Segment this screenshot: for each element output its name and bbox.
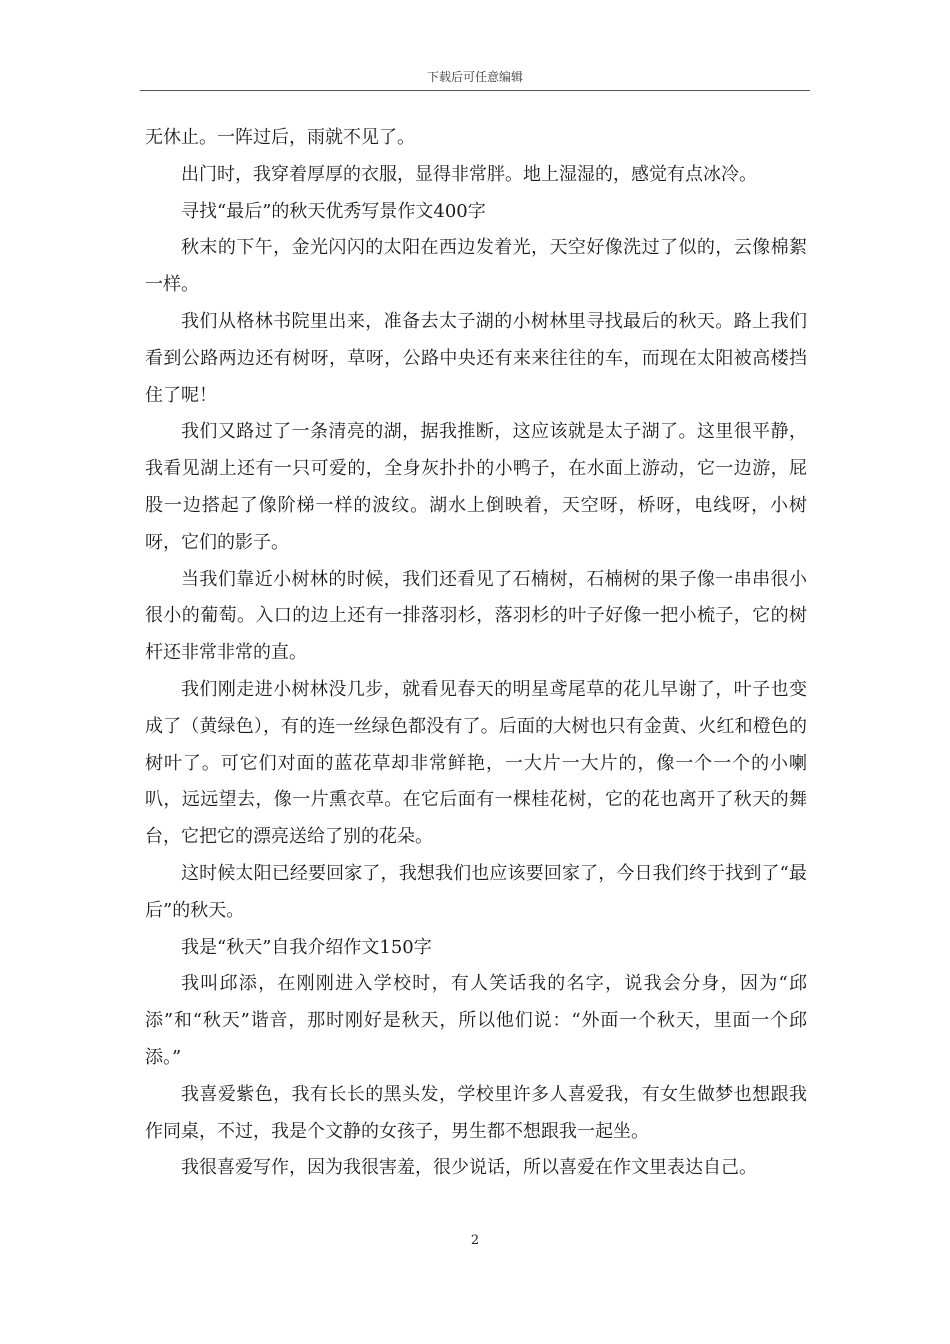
- paragraph: 我们从格林书院里出来，准备去太子湖的小树林里寻找最后的秋天。路上我们看到公路两边还有树呀，草呀，公路中央还有来来往往的车，而现在太阳被高楼挡住了呢！: [145, 310, 807, 406]
- header-divider: [140, 90, 810, 91]
- section-heading: 我是“秋天”自我介绍作文150字: [181, 936, 432, 958]
- paragraph: 我喜爱紫色，我有长长的黑头发，学校里许多人喜爱我，有女生做梦也想跟我作同桌，不过，我是个文静的女孩子，男生都不想跟我一起坐。: [145, 1083, 807, 1142]
- paragraph: 当我们靠近小树林的时候，我们还看见了石楠树，石楠树的果子像一串串很小很小的葡萄。入口的边上还有一排落羽杉，落羽杉的叶子好像一把小梳子，它的树杆还非常非常的直。: [145, 568, 807, 664]
- section-heading: 寻找“最后”的秋天优秀写景作文400字: [181, 200, 486, 222]
- page-header: 下载后可任意编辑: [426, 70, 523, 84]
- paragraph: 我叫邱添，在刚刚进入学校时，有人笑话我的名字，说我会分身，因为“邱添”和“秋天”谐音，那时刚好是秋天，所以他们说：“外面一个秋天，里面一个邱添。”: [145, 973, 807, 1068]
- paragraph: 我们刚走进小树林没几步，就看见春天的明星鸢尾草的花儿早谢了，叶子也变成了（黄绿色），有的连一丝绿色都没有了。后面的大树也只有金黄、火红和橙色的树叶了。可它们对面的蓝花草却非常鲜艳，一大片一大片的，像一个一个的小喇叭，远远望去，像一片熏衣草。在它后面有一棵桂花树，它的花也离开了秋天的舞台，它把它的漂亮送给了别的花朵。: [145, 678, 807, 848]
- paragraph: 我很喜爱写作，因为我很害羞，很少说话，所以喜爱在作文里表达自己。: [181, 1157, 757, 1179]
- paragraph: 无休止。一阵过后，雨就不见了。: [145, 127, 415, 148]
- paragraph: 我们又路过了一条清亮的湖，据我推断，这应该就是太子湖了。这里很平静，我看见湖上还有一只可爱的，全身灰扑扑的小鸭子，在水面上游动，它一边游，屁股一边搭起了像阶梯一样的波纹。湖水上倒映着，天空呀，桥呀，电线呀，小树呀，它们的影子。: [145, 421, 807, 553]
- paragraph: 秋末的下午，金光闪闪的太阳在西边发着光，天空好像洗过了似的，云像棉絮一样。: [145, 237, 807, 296]
- paragraph: 出门时，我穿着厚厚的衣服，显得非常胖。地上湿湿的，感觉有点冰冷。: [181, 163, 757, 185]
- page-number: 2: [470, 1233, 480, 1248]
- paragraph: 这时候太阳已经要回家了，我想我们也应该要回家了，今日我们终于找到了“最后”的秋天。: [145, 862, 807, 921]
- document-body: [145, 120, 807, 1187]
